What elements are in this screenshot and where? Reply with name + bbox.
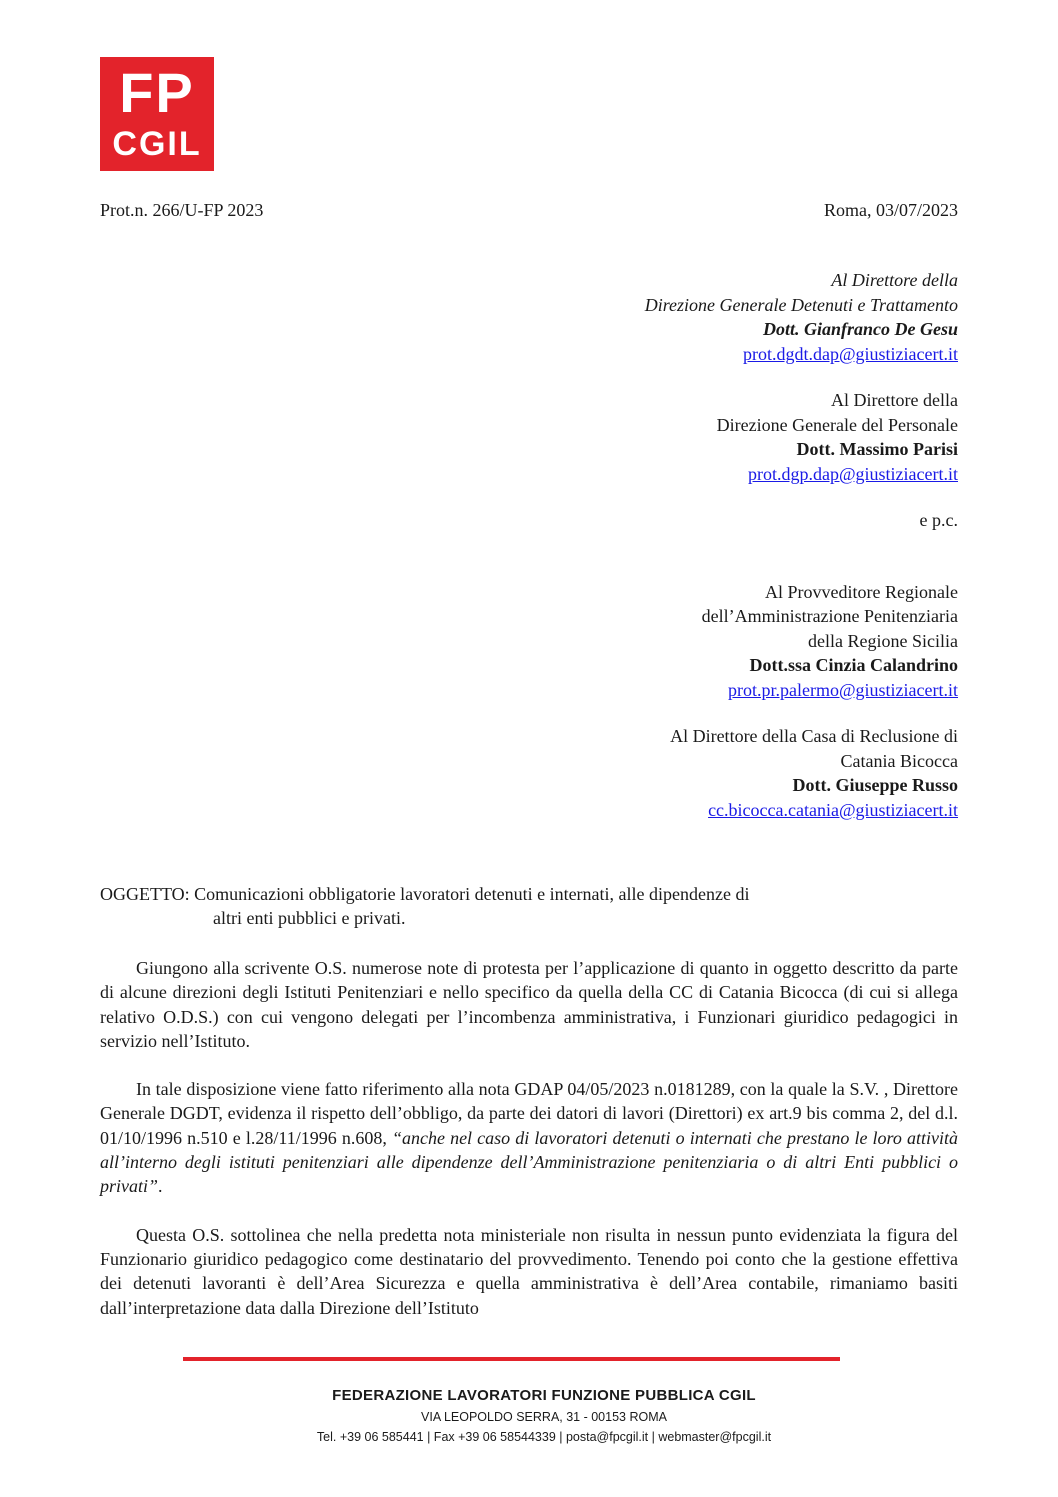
recipient-email-link[interactable]: cc.bicocca.catania@giustiziacert.it bbox=[708, 799, 958, 820]
letter-date: Roma, 03/07/2023 bbox=[824, 200, 958, 220]
paragraph-2-quote: “anche nel caso di lavoratori detenuti o internati che prestano le loro attività all’interno degli istituti penitenziari alle dipendenze dell’Amministrazione penitenziaria o di altri Enti pubblici o privati” bbox=[100, 1127, 959, 1197]
letter-body bbox=[100, 956, 958, 1344]
subject-label: OGGETTO: bbox=[100, 884, 190, 904]
recipient-dgdt bbox=[358, 268, 958, 366]
recipient-line: Direzione Generale del Personale bbox=[716, 414, 958, 435]
recipient-email-link[interactable]: prot.dgdt.dap@giustiziacert.it bbox=[742, 343, 958, 364]
paragraph-2-text: In tale disposizione viene fatto riferimento alla nota GDAP 04/05/2023 n.0181289, con la quale la S.V. , Direttore Generale DGDT, evidenza il rispetto dell’obbligo, da parte dei datori di lavori (Direttori) ex art.9 bis comma 2, del d.l. 01/10/1996 n.510 e l.28/11/1996 n.608, bbox=[100, 1079, 958, 1148]
recipients-block bbox=[358, 268, 958, 844]
subject-line-1: Comunicazioni obbligatorie lavoratori detenuti e internati, alle dipendenze di bbox=[194, 884, 750, 904]
paragraph-2 bbox=[100, 1077, 958, 1198]
recipient-dgp bbox=[358, 388, 958, 486]
paragraph-1: Giungono alla scrivente O.S. numerose note di protesta per l’applicazione di quanto in oggetto descritto da parte di alcune direzioni degli Istituti Penitenziari e nello specifico da quella della CC di Catania Bicocca (di cui si allega relativo O.D.S.) con cui vengono delegati per l’incombenza amministrativa, i Funzionari giuridico pedagogici in servizio nell’Istituto. bbox=[100, 958, 958, 1051]
cc-label: e p.c. bbox=[919, 510, 958, 530]
footer-contacts: Tel. +39 06 585441 | Fax +39 06 58544339 | posta@fpcgil.it | webmaster@fpcgil.it bbox=[316, 1430, 772, 1444]
subject-line-2: altri enti pubblici e privati. bbox=[213, 908, 406, 928]
paragraph-3: Questa O.S. sottolinea che nella predetta nota ministeriale non risulta in nessun punto evidenziata la figura del Funzionario giuridico pedagogico come destinatario del provvedimento. Tenendo poi conto che la gestione effettiva dei detenuti lavoranti è dell’Area Sicurezza e quella amministrativa è dell’Area contabile, rimaniamo basiti dall’interpretazione data dalla Direzione dell’Istituto bbox=[100, 1224, 958, 1318]
recipient-line: Al Direttore della bbox=[831, 390, 958, 410]
recipient-line: Direzione Generale Detenuti e Trattamento bbox=[644, 294, 958, 315]
logo-fp-text: FP bbox=[119, 61, 195, 124]
recipient-line: Al Direttore della Casa di Reclusione di bbox=[670, 726, 958, 746]
paragraph-2-end: . bbox=[158, 1176, 163, 1197]
recipient-name: Dott. Massimo Parisi bbox=[796, 439, 958, 459]
recipient-line: Catania Bicocca bbox=[840, 750, 958, 771]
recipient-line: della Regione Sicilia bbox=[808, 630, 958, 651]
recipient-name: Dott. Gianfranco De Gesu bbox=[762, 319, 958, 339]
footer-divider bbox=[183, 1357, 840, 1361]
logo-cgil-text: CGIL bbox=[112, 125, 202, 163]
recipient-line: dell’Amministrazione Penitenziaria bbox=[701, 606, 958, 626]
recipient-name: Dott. Giuseppe Russo bbox=[792, 775, 958, 795]
recipient-cc-bicocca bbox=[358, 724, 958, 822]
recipient-line: Al Direttore della bbox=[831, 270, 958, 290]
footer-address: VIA LEOPOLDO SERRA, 31 - 00153 ROMA bbox=[421, 1410, 667, 1424]
recipient-email-link[interactable]: prot.pr.palermo@giustiziacert.it bbox=[727, 679, 958, 700]
protocol-number: Prot.n. 266/U-FP 2023 bbox=[100, 200, 264, 220]
footer bbox=[0, 1387, 1058, 1444]
recipient-prap-sicilia bbox=[358, 580, 958, 703]
recipient-line: Al Provveditore Regionale bbox=[765, 581, 958, 602]
subject-block bbox=[100, 882, 920, 930]
recipient-name: Dott.ssa Cinzia Calandrino bbox=[749, 655, 958, 675]
footer-organization: FEDERAZIONE LAVORATORI FUNZIONE PUBBLICA CGIL bbox=[332, 1387, 756, 1404]
recipient-email-link[interactable]: prot.dgp.dap@giustiziacert.it bbox=[747, 463, 958, 484]
fp-cgil-logo bbox=[100, 57, 214, 171]
